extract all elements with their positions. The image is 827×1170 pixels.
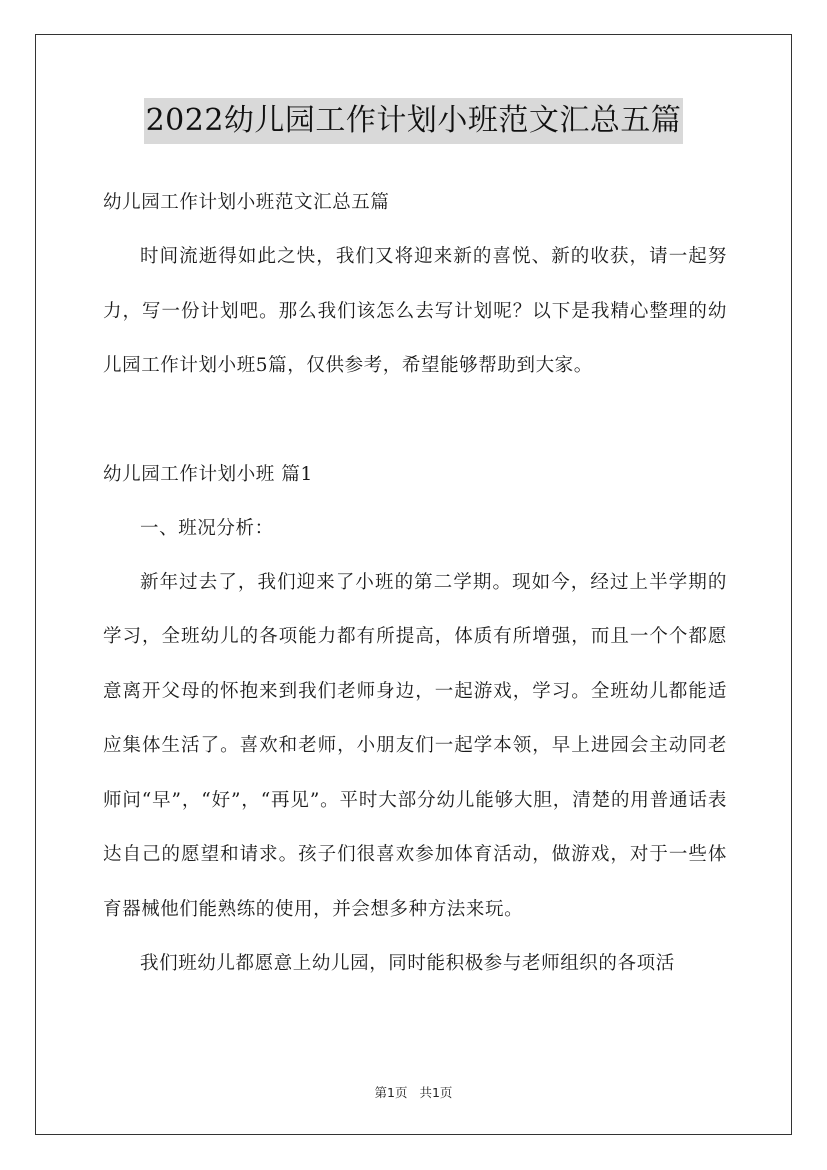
blank-line	[103, 394, 727, 448]
document-title	[0, 98, 827, 144]
body-paragraph-1: 新年过去了，我们迎来了小班的第二学期。现如今，经过上半学期的学习，全班幼儿的各项能力都有所提高，体质有所增强，而且一个个都愿意离开父母的怀抱来到我们老师身边，一起游戏，学习。全班幼儿都能适应集体生活了。喜欢和老师，小朋友们一起学本领，早上进园会主动同老师问“早”，“好”，“再见”。平时大部分幼儿能够大胆，清楚的用普通话表达自己的愿望和请求。孩子们很喜欢参加体育活动，做游戏，对于一些体育器械他们能熟练的使用，并会想多种方法来玩。	[103, 571, 727, 920]
intro-paragraph: 时间流逝得如此之快，我们又将迎来新的喜悦、新的收获，请一起努力，写一份计划吧。那么我们该怎么去写计划呢？以下是我精心整理的幼儿园工作计划小班5篇，仅供参考，希望能够帮助到大家。	[103, 246, 727, 376]
section-heading: 幼儿园工作计划小班 篇1	[103, 463, 313, 485]
page-footer	[0, 1083, 827, 1101]
subsection-heading: 一、班况分析：	[140, 517, 274, 539]
document-subtitle: 幼儿园工作计划小班范文汇总五篇	[103, 192, 390, 213]
document-title-text: 2022幼儿园工作计划小班范文汇总五篇	[144, 98, 684, 144]
document-body	[103, 176, 727, 992]
body-paragraph-2: 我们班幼儿都愿意上幼儿园，同时能积极参与老师组织的各项活	[140, 953, 675, 974]
page-total: 共1页	[419, 1085, 453, 1100]
page-number: 第1页	[374, 1085, 408, 1100]
